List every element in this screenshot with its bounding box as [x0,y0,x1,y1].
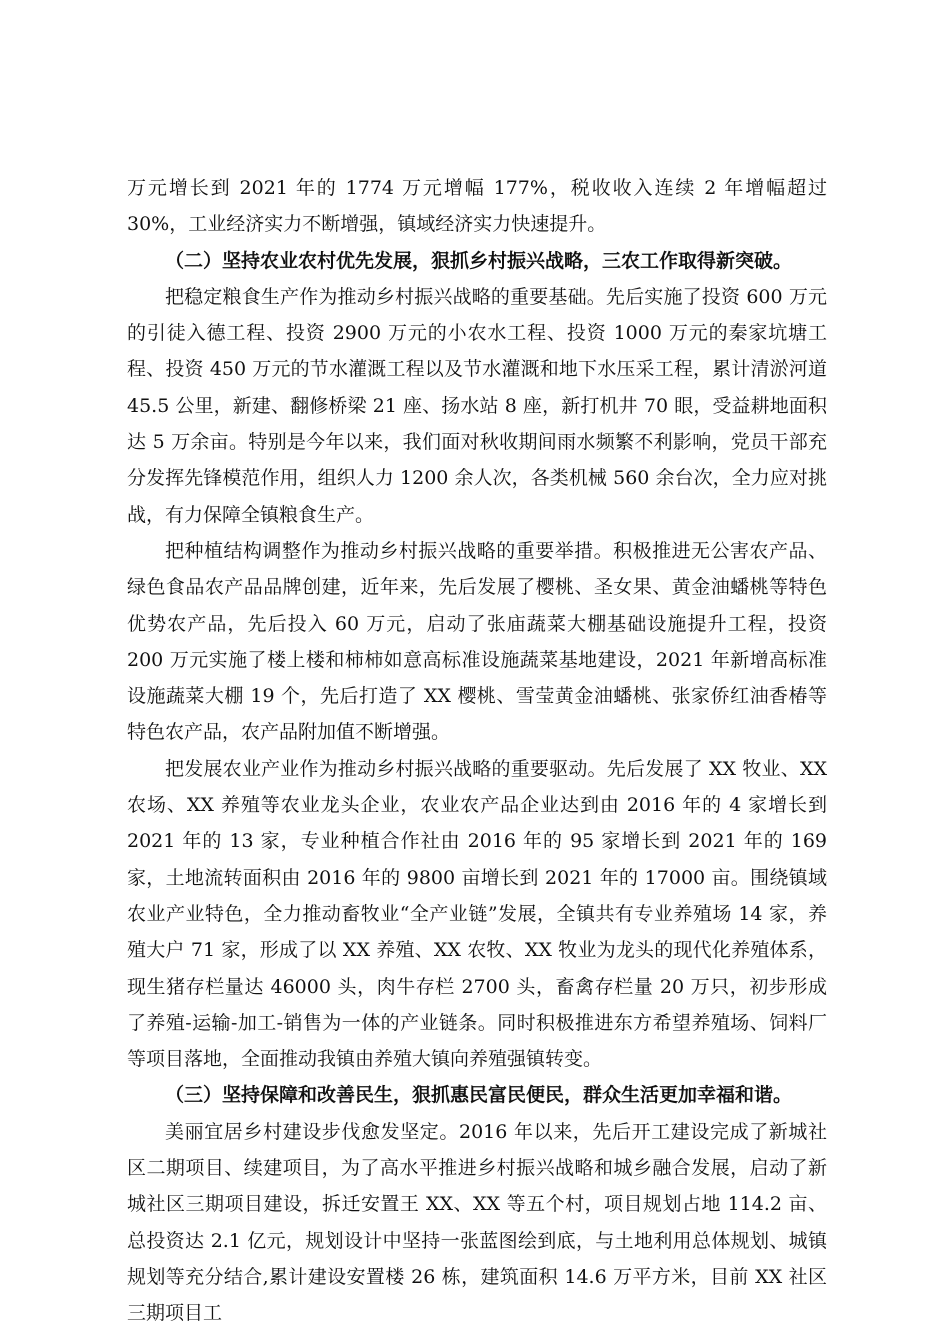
section-heading-3: （三）坚持保障和改善民生，狠抓惠民富民便民，群众生活更加幸福和谐。 [165,1084,793,1107]
paragraph-continued: 万元增长到 2021 年的 1774 万元增幅 177%，税收收入连续 2 年增幅超过 30%，工业经济实力不断增强，镇域经济实力快速提升。 [127,177,827,236]
document-body [127,170,827,1332]
paragraph-rural-construction: 美丽宜居乡村建设步伐愈发坚定。2016 年以来，先后开工建设完成了新城社区二期项目、续建项目，为了高水平推进乡村振兴战略和城乡融合发展，启动了新城社区三期项目建设，拆迁安置王 XX、XX 等五个村，项目规划占地 114.2 亩、总投资达 2.1 亿元，规划设计中坚持一张蓝图绘到底，与土地利用总体规划、城镇规划等充分结合,累计建设安置楼 26 栋，建筑面积 14.6 万平方米，目前 XX 社区三期项目工 [127,1120,827,1325]
section-heading-2: （二）坚持农业农村优先发展，狠抓乡村振兴战略，三农工作取得新突破。 [165,249,793,272]
paragraph-planting-structure: 把种植结构调整作为推动乡村振兴战略的重要举措。积极推进无公害农产品、绿色食品农产品品牌创建，近年来，先后发展了樱桃、圣女果、黄金油蟠桃等特色优势农产品，先后投入 60 万元，启动了张庙蔬菜大棚基础设施提升工程，投资 200 万元实施了楼上楼和柿柿如意高标准设施蔬菜基地建设，2021 年新增高标准设施蔬菜大棚 19 个，先后打造了 XX 樱桃、雪莹黄金油蟠桃、张家侨红油香椿等特色农产品，农产品附加值不断增强。 [127,539,827,744]
paragraph-agriculture-industry: 把发展农业产业作为推动乡村振兴战略的重要驱动。先后发展了 XX 牧业、XX 农场、XX 养殖等农业龙头企业，农业农产品企业达到由 2016 年的 4 家增长到 2021 年的 13 家，专业种植合作社由 2016 年的 95 家增长到 2021 年的 169 家，土地流转面积由 2016 年的 9800 亩增长到 2021 年的 17000 亩。围绕镇域农业产业特色，全力推动畜牧业“全产业链”发展，全镇共有专业养殖场 14 家，养殖大户 71 家，形成了以 XX 养殖、XX 农牧、XX 牧业为龙头的现代化养殖体系，现生猪存栏量达 46000 头，肉牛存栏 2700 头，畜禽存栏量 20 万只，初步形成了养殖-运输-加工-销售为一体的产业链条。同时积极推进东方希望养殖场、饲料厂等项目落地，全面推动我镇由养殖大镇向养殖强镇转变。 [127,757,827,1071]
paragraph-grain-production: 把稳定粮食生产作为推动乡村振兴战略的重要基础。先后实施了投资 600 万元的引徒入德工程、投资 2900 万元的小农水工程、投资 1000 万元的秦家坑塘工程、投资 450 万元的节水灌溉工程以及节水灌溉和地下水压采工程，累计清淤河道 45.5 公里，新建、翻修桥梁 21 座、扬水站 8 座，新打机井 70 眼，受益耕地面积达 5 万余亩。特别是今年以来，我们面对秋收期间雨水频繁不利影响，党员干部充分发挥先锋模范作用，组织人力 1200 余人次，各类机械 560 余台次，全力应对挑战，有力保障全镇粮食生产。 [127,285,827,526]
